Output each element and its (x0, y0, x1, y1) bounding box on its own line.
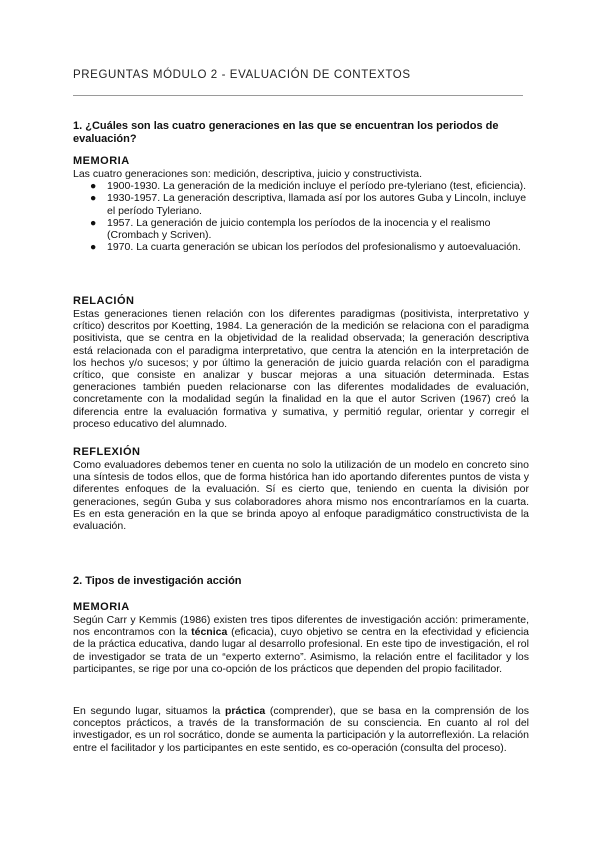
q1-memoria-heading: MEMORIA (73, 155, 130, 167)
list-item: ● 1957. La generación de juicio contempla los períodos de la inocencia y el realismo (Crombach y Scriven). (90, 216, 491, 242)
practica-term: práctica (224, 705, 266, 717)
header-divider (73, 95, 523, 96)
question-2-title: 2. Tipos de investigación acción (73, 575, 242, 587)
generations-list (73, 180, 529, 253)
q2-memoria-paragraph-1: Según Carr y Kemmis (1986) existen tres tipos diferentes de investigación acción: primeramente, nos encontramos con la técnica (eficacia), cuyo objetivo se centra en la efectividad y eficiencia de la práctica educativa, dando lugar al desarrollo profesional. En este tipo de investigación, el rol de investigador se trata de un “experto externo”. Asimismo, la relación entre el facilitador y los participantes, se rige por una co-opción de los prácticos que dependen del propio facilitador. (73, 614, 529, 675)
list-item: ● 1970. La cuarta generación se ubican los períodos del profesionalismo y autoevaluación. (90, 241, 521, 254)
q1-memoria-intro: Las cuatro generaciones son: medición, descriptiva, juicio y constructivista. (73, 168, 423, 180)
q2-memoria-paragraph-2: En segundo lugar, situamos la práctica (comprender), que se basa en la comprensión de los conceptos prácticos, a través de la transformación de su consciencia. En cuanto al rol del investigador, es un rol socrático, donde se aumenta la participación y la autorreflexión. La relación entre el facilitador y los participantes en este sentido, es co-operación (consulta del proceso). (73, 705, 529, 754)
q1-relacion-heading: RELACIÓN (73, 295, 135, 307)
bullet-icon: ● (90, 192, 97, 205)
question-1-title: 1. ¿Cuáles son las cuatro generaciones en las que se encuentran los periodos de evaluación? (73, 120, 499, 145)
bullet-icon: ● (90, 241, 97, 254)
q1-reflexion-text: Como evaluadores debemos tener en cuenta no solo la utilización de un modelo en concreto sino una síntesis de todos ellos, que de forma histórica han ido aportando diferentes puntos de vista y diferentes enfoques de la evaluación. Sí es cierto que, teniendo en cuenta la división por generaciones, según Guba y sus colaboradores ahora mismo nos encontraríamos en la cuarta. Es en esta generación en la que se brinda apoyo al enfoque paradigmático constructivista de la evaluación. (73, 459, 529, 533)
q2-memoria-heading: MEMORIA (73, 601, 130, 613)
q1-relacion-text: Estas generaciones tienen relación con los diferentes paradigmas (positivista, interpretativo y crítico) descritos por Koetting, 1984. La generación de la medición se relaciona con el paradigma positivista, que se centra en la objetividad de la realidad observada; la generación descriptiva está relacionada con el paradigma interpretativo, que centra la atención en la interpretación de los hechos y/o sucesos; y por último la generación de juicio guarda relación con el paradigma crítico, que consiste en analizar y buscar mejoras a una situación determinada. Estas generaciones también pueden relacionarse con las diferentes modalidades de evaluación, concretamente con la modalidad según la finalidad en la que el autor Scriven (1967) creó la diferencia entre la evaluación formativa y sumativa, y permitió regular, orientar y corregir el proceso educativo del alumnado. (73, 308, 529, 430)
q1-reflexion-heading: REFLEXIÓN (73, 446, 141, 458)
bullet-icon: ● (90, 180, 97, 193)
list-item: ● 1900-1930. La generación de la medición incluye el período pre-tyleriano (test, eficiencia). (90, 180, 527, 193)
tecnica-term: técnica (191, 626, 228, 639)
document-header: PREGUNTAS MÓDULO 2 - EVALUACIÓN DE CONTEXTOS (73, 69, 411, 81)
list-item: ● 1930-1957. La generación descriptiva, llamada así por los autores Guba y Lincoln, incluye el período Tyleriano. (90, 192, 527, 217)
q1-memoria-section (73, 168, 529, 253)
bullet-icon: ● (90, 216, 97, 229)
